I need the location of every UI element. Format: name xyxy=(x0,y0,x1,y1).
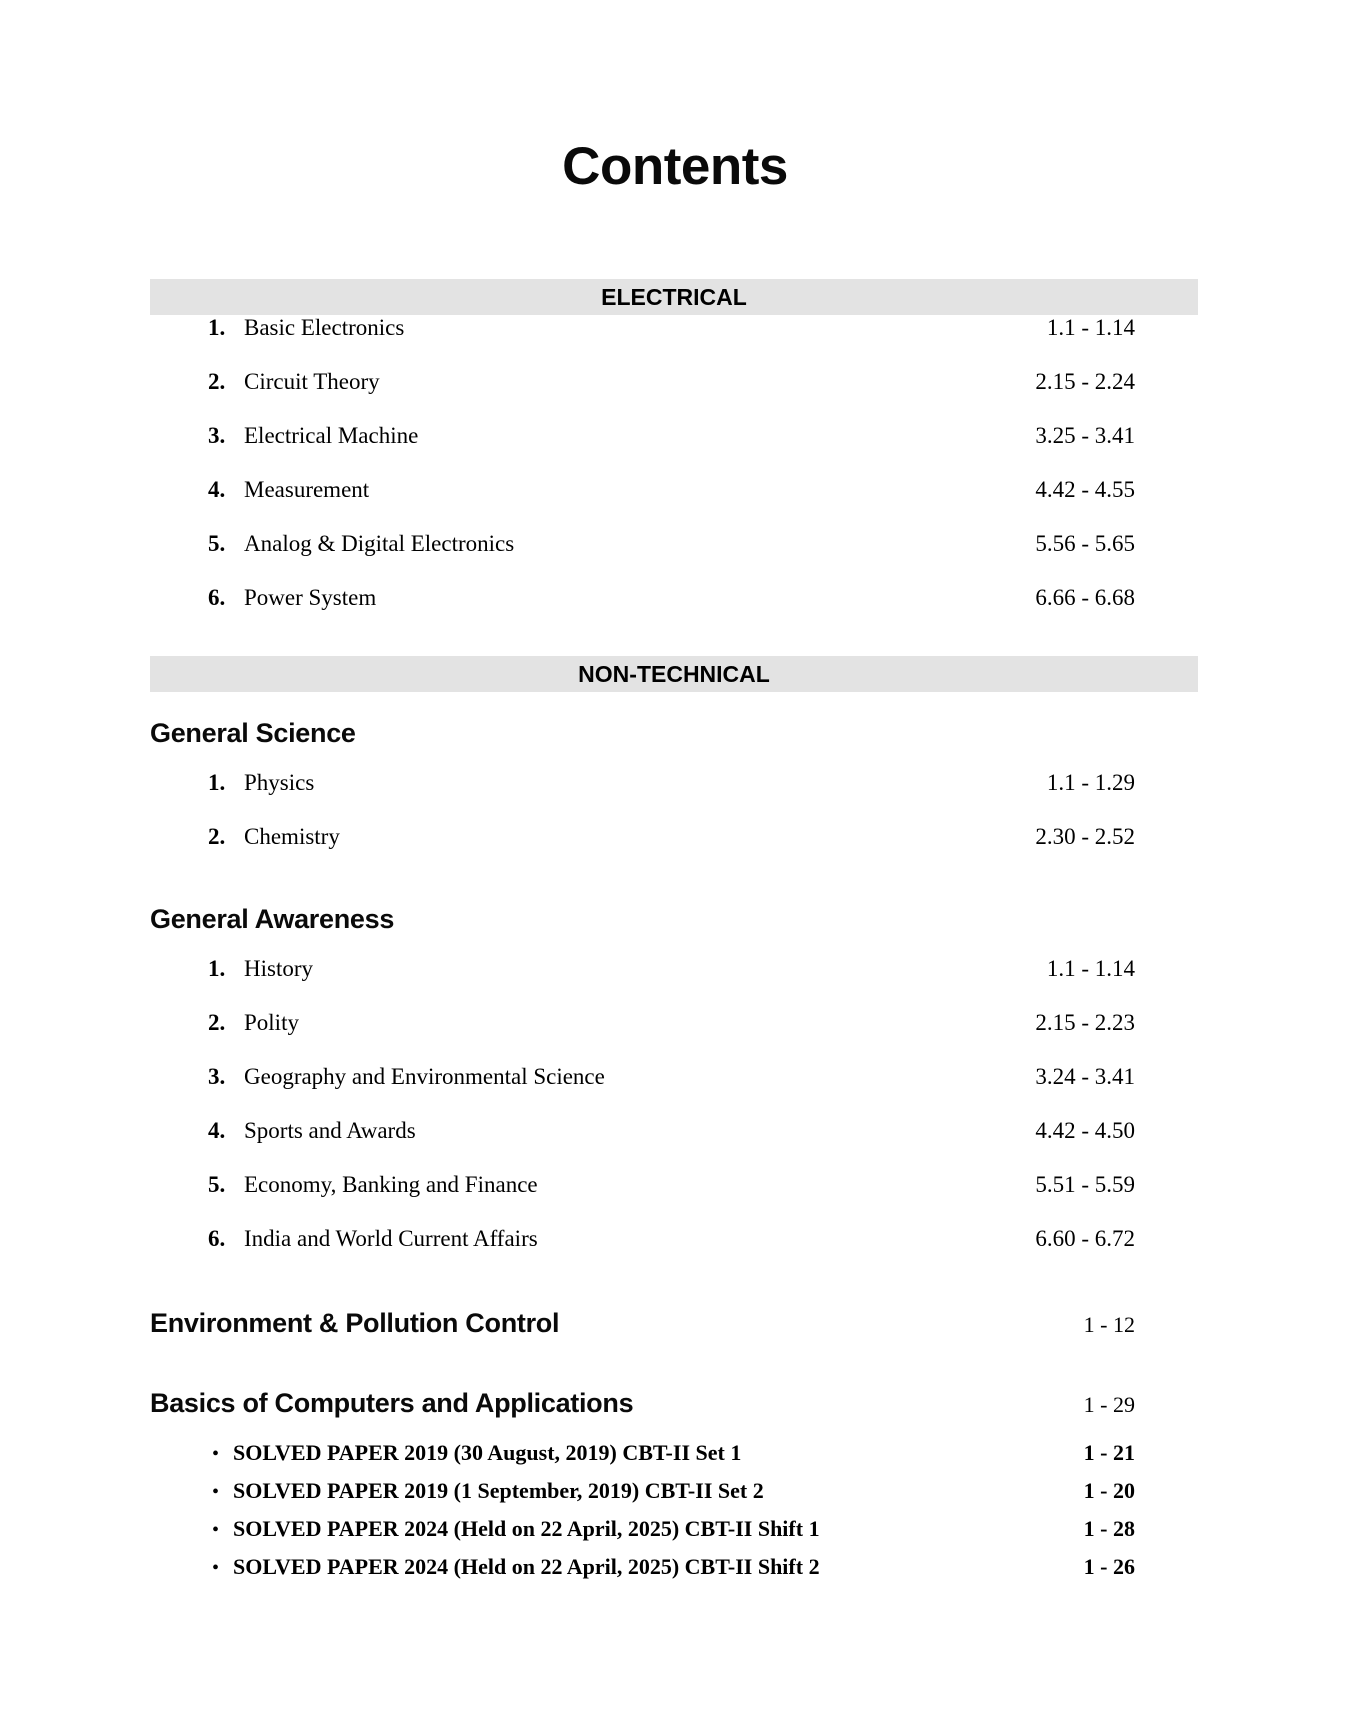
entry-number: 3. xyxy=(208,1064,226,1089)
toc-row[interactable] xyxy=(150,1064,1198,1118)
entry-number: 1. xyxy=(208,770,226,795)
page-title: Contents xyxy=(562,137,788,196)
entry-pages: 1.1 - 1.14 xyxy=(1046,315,1135,340)
group-heading-label: General Science xyxy=(150,718,356,748)
solved-paper-label: SOLVED PAPER 2024 (Held on 22 April, 2025) CBT-II Shift 2 xyxy=(233,1554,820,1579)
entry-pages: 6.66 - 6.68 xyxy=(1035,585,1135,610)
standalone-heading-basics-of-computers[interactable] xyxy=(150,1388,1198,1440)
solved-paper-pages: 1 - 28 xyxy=(1083,1516,1135,1541)
entry-number: 4. xyxy=(208,1118,226,1143)
entry-pages: 1.1 - 1.29 xyxy=(1046,770,1135,795)
entry-number: 1. xyxy=(208,315,226,340)
entry-pages: 5.51 - 5.59 xyxy=(1035,1172,1135,1197)
bullet-icon: • xyxy=(212,1557,220,1579)
solved-paper-pages: 1 - 20 xyxy=(1083,1478,1135,1503)
solved-paper-label: SOLVED PAPER 2019 (30 August, 2019) CBT-II Set 1 xyxy=(233,1440,742,1465)
bullet-icon: • xyxy=(212,1481,220,1503)
toc-row[interactable] xyxy=(150,1010,1198,1064)
entry-pages: 2.15 - 2.24 xyxy=(1035,369,1135,394)
solved-paper-label: SOLVED PAPER 2019 (1 September, 2019) CBT-II Set 2 xyxy=(233,1478,764,1503)
toc-row[interactable] xyxy=(150,1172,1198,1226)
entry-pages: 3.25 - 3.41 xyxy=(1035,423,1135,448)
section-band-non-technical: NON-TECHNICAL xyxy=(150,656,1198,692)
entry-label: Geography and Environmental Science xyxy=(244,1064,605,1089)
entry-number: 4. xyxy=(208,477,226,502)
entry-pages: 3.24 - 3.41 xyxy=(1035,1064,1135,1089)
entry-pages: 2.30 - 2.52 xyxy=(1035,824,1135,849)
group-heading-general-science xyxy=(150,718,1198,770)
entry-label: Economy, Banking and Finance xyxy=(244,1172,538,1197)
entry-pages: 1.1 - 1.14 xyxy=(1046,956,1135,981)
entry-pages: 6.60 - 6.72 xyxy=(1035,1226,1135,1251)
standalone-heading-label: Basics of Computers and Applications xyxy=(150,1388,634,1418)
entry-number: 3. xyxy=(208,423,226,448)
entry-label: Circuit Theory xyxy=(244,369,380,394)
solved-paper-row[interactable] xyxy=(150,1554,1198,1592)
entry-label: Sports and Awards xyxy=(244,1118,416,1143)
entry-label: Chemistry xyxy=(244,824,340,849)
standalone-heading-environment[interactable] xyxy=(150,1308,1198,1360)
entry-number: 5. xyxy=(208,531,226,556)
entry-label: Measurement xyxy=(244,477,370,502)
entry-number: 1. xyxy=(208,956,226,981)
standalone-heading-pages: 1 - 29 xyxy=(1083,1392,1135,1417)
entry-label: Analog & Digital Electronics xyxy=(244,531,515,556)
toc-row[interactable] xyxy=(150,770,1198,824)
entry-number: 2. xyxy=(208,369,226,394)
toc-row[interactable] xyxy=(150,423,1198,477)
group-heading-general-awareness xyxy=(150,904,1198,956)
entry-pages: 4.42 - 4.55 xyxy=(1035,477,1135,502)
entry-label: India and World Current Affairs xyxy=(244,1226,538,1251)
entry-number: 2. xyxy=(208,824,226,849)
entry-label: History xyxy=(244,956,313,981)
entry-label: Electrical Machine xyxy=(244,423,419,448)
entry-label: Physics xyxy=(244,770,315,795)
toc-content xyxy=(150,279,1198,1592)
entry-number: 6. xyxy=(208,1226,226,1251)
solved-paper-label: SOLVED PAPER 2024 (Held on 22 April, 2025) CBT-II Shift 1 xyxy=(233,1516,820,1541)
section-band-electrical: ELECTRICAL xyxy=(150,279,1198,315)
toc-row[interactable] xyxy=(150,369,1198,423)
standalone-heading-pages: 1 - 12 xyxy=(1083,1312,1135,1337)
solved-paper-pages: 1 - 21 xyxy=(1083,1440,1135,1465)
toc-row[interactable] xyxy=(150,315,1198,369)
bullet-icon: • xyxy=(212,1443,220,1465)
toc-row[interactable] xyxy=(150,477,1198,531)
entry-pages: 5.56 - 5.65 xyxy=(1035,531,1135,556)
standalone-heading-label: Environment & Pollution Control xyxy=(150,1308,560,1338)
solved-paper-row[interactable] xyxy=(150,1516,1198,1554)
solved-paper-row[interactable] xyxy=(150,1440,1198,1478)
solved-paper-pages: 1 - 26 xyxy=(1083,1554,1135,1579)
entry-number: 5. xyxy=(208,1172,226,1197)
toc-row[interactable] xyxy=(150,531,1198,585)
entry-label: Basic Electronics xyxy=(244,315,405,340)
toc-row[interactable] xyxy=(150,585,1198,639)
toc-row[interactable] xyxy=(150,824,1198,878)
entry-label: Polity xyxy=(244,1010,299,1035)
group-heading-label: General Awareness xyxy=(150,904,395,934)
entry-pages: 2.15 - 2.23 xyxy=(1035,1010,1135,1035)
toc-row[interactable] xyxy=(150,1226,1198,1280)
bullet-icon: • xyxy=(212,1519,220,1541)
solved-paper-row[interactable] xyxy=(150,1478,1198,1516)
toc-row[interactable] xyxy=(150,1118,1198,1172)
entry-number: 2. xyxy=(208,1010,226,1035)
entry-pages: 4.42 - 4.50 xyxy=(1035,1118,1135,1143)
entry-label: Power System xyxy=(244,585,377,610)
toc-row[interactable] xyxy=(150,956,1198,1010)
entry-number: 6. xyxy=(208,585,226,610)
